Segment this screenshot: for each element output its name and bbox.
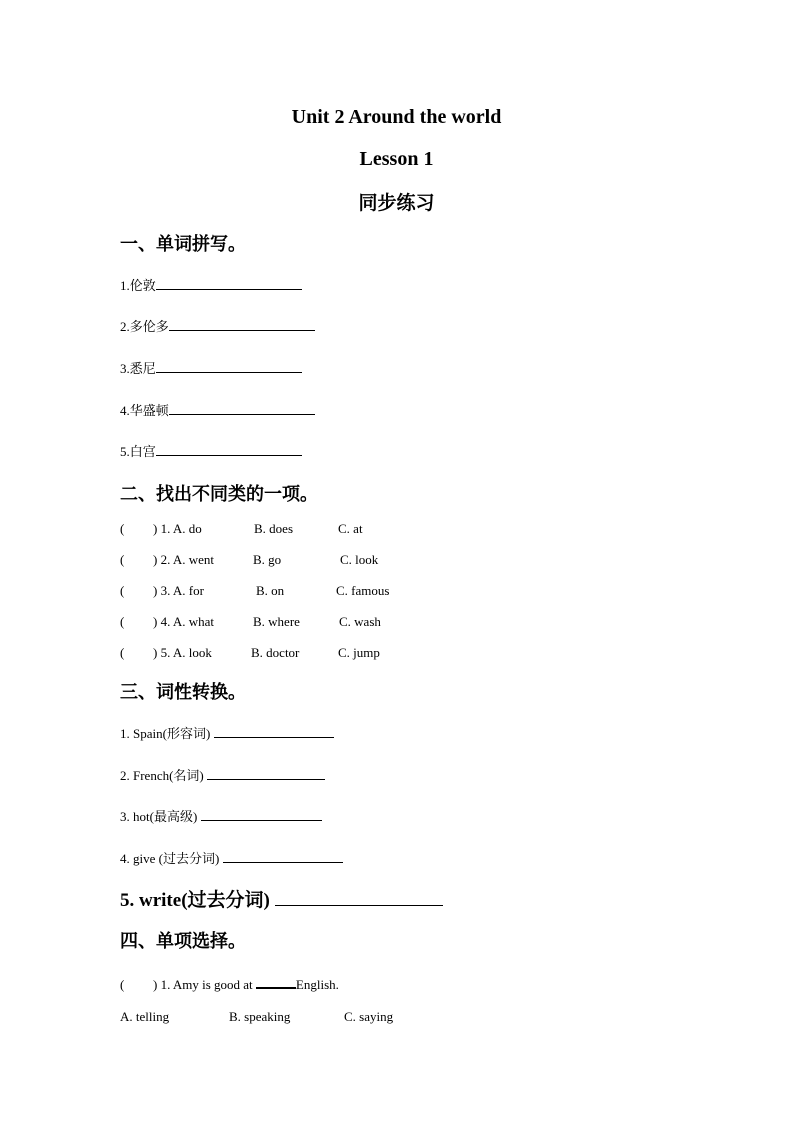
spelling-item-4 — [120, 400, 315, 419]
practice-subtitle: 同步练习 — [358, 192, 435, 214]
spelling-item-5 — [120, 441, 302, 460]
option-b: B. doctor — [251, 645, 300, 660]
answer-paren[interactable]: ( — [120, 977, 125, 992]
option-c: C. at — [338, 521, 363, 536]
section3-heading: 三、词性转换。 — [120, 682, 246, 703]
option-c: C. look — [340, 552, 379, 567]
option-b: B. does — [254, 521, 293, 536]
section4-heading: 四、单项选择。 — [120, 931, 246, 952]
spelling-item-label: 1.伦敦 — [120, 278, 156, 293]
word-form-item-1 — [120, 723, 334, 742]
answer-blank[interactable] — [156, 277, 302, 290]
answer-blank[interactable] — [169, 318, 315, 331]
item-stem: ) 3. A. for — [153, 583, 204, 598]
answer-blank[interactable] — [214, 725, 334, 738]
unit-title: Unit 2 Around the world — [291, 106, 502, 128]
option-c: C. jump — [338, 645, 380, 660]
option-a[interactable]: A. telling — [120, 1009, 170, 1024]
word-form-label: 4. give (过去分词) — [120, 851, 220, 866]
odd-one-out-item-5 — [120, 645, 520, 661]
odd-one-out-item-1 — [120, 521, 520, 537]
option-c[interactable]: C. saying — [344, 1009, 394, 1024]
spelling-item-label: 2.多伦多 — [120, 319, 169, 334]
answer-paren[interactable]: ( — [120, 614, 125, 629]
question-stem-before: ) 1. Amy is good at — [153, 977, 253, 992]
answer-blank[interactable] — [207, 767, 325, 780]
spelling-item-label: 4.华盛顿 — [120, 403, 169, 418]
choice-question-1 — [120, 975, 339, 993]
section1-heading: 一、单词拼写。 — [120, 234, 246, 255]
question-blank — [256, 975, 296, 989]
question-stem-after: English. — [295, 977, 339, 992]
answer-paren[interactable]: ( — [120, 521, 125, 536]
answer-blank[interactable] — [223, 850, 343, 863]
spelling-item-label: 5.白宫 — [120, 444, 156, 459]
answer-blank[interactable] — [201, 808, 322, 821]
word-form-item-3 — [120, 806, 322, 825]
option-b: B. on — [256, 583, 285, 598]
odd-one-out-item-2 — [120, 552, 520, 568]
item-stem: ) 4. A. what — [153, 614, 215, 629]
option-b: B. go — [253, 552, 282, 567]
word-form-label: 1. Spain(形容词) — [120, 726, 211, 741]
word-form-label: 5. write(过去分词) — [120, 890, 270, 911]
word-form-item-2 — [120, 765, 325, 784]
word-form-item-4 — [120, 848, 343, 867]
answer-blank[interactable] — [156, 443, 302, 456]
odd-one-out-item-3 — [120, 583, 520, 599]
spelling-item-label: 3.悉尼 — [120, 361, 156, 376]
item-stem: ) 1. A. do — [153, 521, 202, 536]
item-stem: ) 2. A. went — [153, 552, 215, 567]
answer-blank[interactable] — [169, 402, 315, 415]
word-form-label: 2. French(名词) — [120, 768, 204, 783]
answer-paren[interactable]: ( — [120, 552, 125, 567]
option-b: B. where — [253, 614, 300, 629]
spelling-item-1 — [120, 275, 302, 294]
answer-blank[interactable] — [275, 888, 443, 906]
answer-paren[interactable]: ( — [120, 645, 125, 660]
answer-blank[interactable] — [156, 360, 302, 373]
option-c: C. famous — [336, 583, 390, 598]
section2-heading: 二、找出不同类的一项。 — [120, 484, 318, 505]
word-form-label: 3. hot(最高级) — [120, 809, 198, 824]
lesson-title: Lesson 1 — [359, 148, 434, 170]
word-form-item-5 — [120, 885, 443, 912]
spelling-item-2 — [120, 316, 315, 335]
option-b[interactable]: B. speaking — [229, 1009, 291, 1024]
answer-paren[interactable]: ( — [120, 583, 125, 598]
item-stem: ) 5. A. look — [153, 645, 212, 660]
option-c: C. wash — [339, 614, 381, 629]
odd-one-out-item-4 — [120, 614, 520, 630]
spelling-item-3 — [120, 358, 302, 377]
